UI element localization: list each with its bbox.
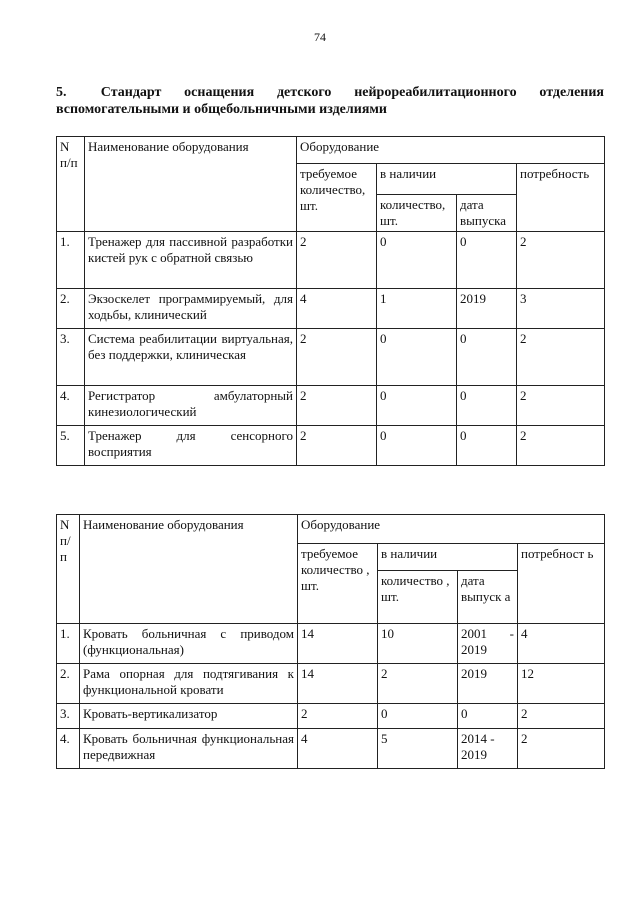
cell-required: 14 <box>298 664 378 704</box>
cell-need: 2 <box>518 704 605 729</box>
section-title: Стандарт оснащения детского нейрореабилитационного отделения вспомогательными и общебольничными изделиями <box>56 85 604 117</box>
cell-date: 0 <box>457 329 517 386</box>
cell-date: 0 <box>457 386 517 426</box>
cell-required: 2 <box>298 704 378 729</box>
table-row <box>57 426 605 466</box>
cell-name: Кровать-вертикализатор <box>80 704 298 729</box>
cell-qty: 2 <box>378 664 458 704</box>
page-number: 74 <box>314 30 326 44</box>
cell-need: 2 <box>518 729 605 769</box>
cell-required: 2 <box>297 232 377 289</box>
header-qty: количество , шт. <box>378 571 458 624</box>
cell-name: Кровать больничная функциональная передвижная <box>80 729 298 769</box>
equipment-table-1 <box>56 136 605 466</box>
cell-qty: 0 <box>377 232 457 289</box>
cell-required: 14 <box>298 624 378 664</box>
cell-date: 0 <box>457 426 517 466</box>
cell-date: 0 <box>457 232 517 289</box>
cell-name: Система реабилитации виртуальная, без поддержки, клиническая <box>85 329 297 386</box>
cell-name: Тренажер для сенсорного восприятия <box>85 426 297 466</box>
cell-name: Экзоскелет программируемый, для ходьбы, клинический <box>85 289 297 329</box>
cell-num: 4. <box>57 386 85 426</box>
table-row <box>57 729 605 769</box>
cell-need: 2 <box>517 386 605 426</box>
cell-name: Рама опорная для подтягивания к функциональной кровати <box>80 664 298 704</box>
cell-need: 2 <box>517 426 605 466</box>
table-row <box>57 704 605 729</box>
cell-need: 12 <box>518 664 605 704</box>
cell-need: 2 <box>517 329 605 386</box>
header-date: дата выпуска <box>457 195 517 232</box>
cell-date: 2001 - 2019 <box>458 624 518 664</box>
header-required: требуемое количество , шт. <box>298 544 378 624</box>
cell-need: 3 <box>517 289 605 329</box>
cell-num: 3. <box>57 704 80 729</box>
header-date: дата выпуск а <box>458 571 518 624</box>
section-heading <box>56 84 604 118</box>
cell-qty: 10 <box>378 624 458 664</box>
table-row <box>57 329 605 386</box>
cell-qty: 1 <box>377 289 457 329</box>
cell-qty: 0 <box>377 329 457 386</box>
cell-qty: 5 <box>378 729 458 769</box>
cell-required: 4 <box>297 289 377 329</box>
cell-num: 2. <box>57 664 80 704</box>
cell-date: 2014 - 2019 <box>458 729 518 769</box>
table-row <box>57 232 605 289</box>
header-need: потребност ь <box>518 544 605 624</box>
cell-required: 2 <box>297 386 377 426</box>
header-available: в наличии <box>377 164 517 195</box>
section-number: 5. <box>56 85 67 100</box>
cell-need: 2 <box>517 232 605 289</box>
cell-date: 0 <box>458 704 518 729</box>
header-equipment: Оборудование <box>297 137 605 164</box>
header-num: N п/п <box>57 137 85 232</box>
header-need: потребность <box>517 164 605 232</box>
cell-date: 2019 <box>458 664 518 704</box>
cell-num: 5. <box>57 426 85 466</box>
cell-name: Регистратор амбулаторный кинезиологический <box>85 386 297 426</box>
cell-num: 3. <box>57 329 85 386</box>
cell-name: Тренажер для пассивной разработки кистей рук с обратной связью <box>85 232 297 289</box>
cell-name: Кровать больничная с приводом (функциональная) <box>80 624 298 664</box>
cell-num: 2. <box>57 289 85 329</box>
cell-qty: 0 <box>378 704 458 729</box>
header-name: Наименование оборудования <box>80 515 298 624</box>
cell-num: 1. <box>57 232 85 289</box>
header-qty: количество, шт. <box>377 195 457 232</box>
table-row <box>57 386 605 426</box>
cell-qty: 0 <box>377 426 457 466</box>
header-required: требуемое количество, шт. <box>297 164 377 232</box>
cell-num: 4. <box>57 729 80 769</box>
table-row <box>57 664 605 704</box>
cell-date: 2019 <box>457 289 517 329</box>
header-num: N п/ п <box>57 515 80 624</box>
header-equipment: Оборудование <box>298 515 605 544</box>
header-available: в наличии <box>378 544 518 571</box>
table-row <box>57 624 605 664</box>
cell-qty: 0 <box>377 386 457 426</box>
cell-required: 2 <box>297 426 377 466</box>
table-row <box>57 289 605 329</box>
cell-need: 4 <box>518 624 605 664</box>
cell-required: 2 <box>297 329 377 386</box>
cell-num: 1. <box>57 624 80 664</box>
equipment-table-2 <box>56 514 605 769</box>
header-name: Наименование оборудования <box>85 137 297 232</box>
cell-required: 4 <box>298 729 378 769</box>
